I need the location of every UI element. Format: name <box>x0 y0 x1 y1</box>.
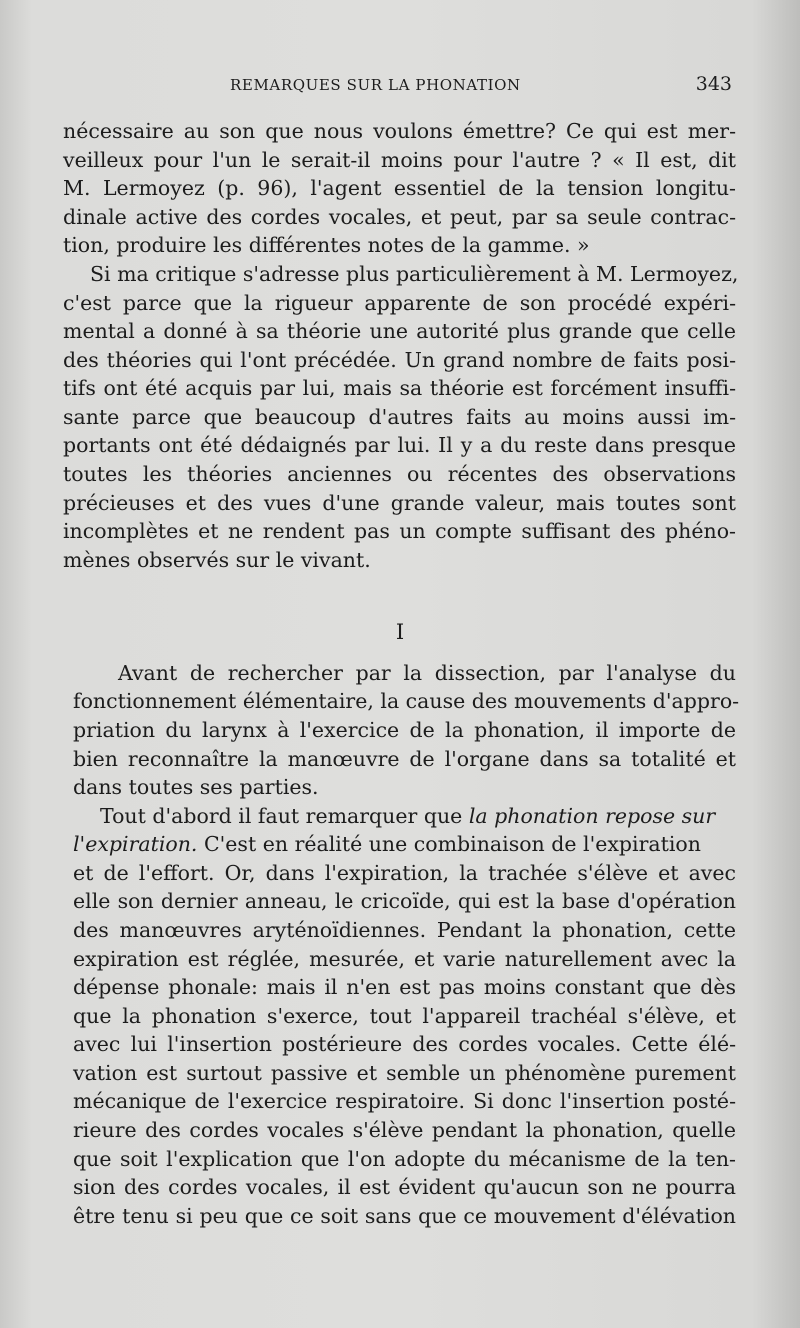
text-line: Avant de rechercher par la dissection, par l'analyse du <box>118 661 736 685</box>
text-line: dépense phonale: mais il n'en est pas moins constant que dès <box>73 975 736 999</box>
text-line: sante parce que beaucoup d'autres faits au moins aussi im- <box>63 405 736 429</box>
text-line: précieuses et des vues d'une grande valeur, mais toutes sont <box>63 491 736 515</box>
text-line: sion des cordes vocales, il est évident qu'aucun son ne pourra <box>73 1175 736 1199</box>
page-number: 343 <box>695 73 732 95</box>
italic-phrase: la phonation repose sur <box>468 804 716 828</box>
text-line: bien reconnaître la manœuvre de l'organe dans sa totalité et <box>73 747 736 771</box>
text-line: des manœuvres aryténoïdiennes. Pendant la phonation, cette <box>73 918 736 942</box>
text-line: incomplètes et ne rendent pas un compte suffisant des phéno- <box>63 519 736 543</box>
text-line: rieure des cordes vocales s'élève pendant la phonation, quelle <box>73 1118 736 1142</box>
text-line: mécanique de l'exercice respiratoire. Si donc l'insertion posté- <box>73 1089 736 1113</box>
text-line: être tenu si peu que ce soit sans que ce mouvement d'élévation <box>73 1204 736 1228</box>
text-line: elle son dernier anneau, le cricoïde, qui est la base d'opération <box>73 889 736 913</box>
text-line <box>73 832 701 856</box>
text-line: tion, produire les différentes notes de la gamme. » <box>63 233 590 257</box>
text-line: vation est surtout passive et semble un phénomène purement <box>73 1061 736 1085</box>
text-line: expiration est réglée, mesurée, et varie naturellement avec la <box>73 947 736 971</box>
text-line: des théories qui l'ont précédée. Un grand nombre de faits posi- <box>63 348 736 372</box>
text-line: priation du larynx à l'exercice de la phonation, il importe de <box>73 718 736 742</box>
text-span: C'est en réalité une combinaison de l'expiration <box>203 832 701 856</box>
text-line: Si ma critique s'adresse plus particulièrement à M. Lermoyez, <box>90 262 739 286</box>
text-line: que la phonation s'exerce, tout l'appareil trachéal s'élève, et <box>73 1004 736 1028</box>
section-numeral: I <box>395 620 405 644</box>
text-line: avec lui l'insertion postérieure des cordes vocales. Cette élé- <box>73 1032 736 1056</box>
text-line: dinale active des cordes vocales, et peut, par sa seule contrac- <box>63 205 736 229</box>
running-title: REMARQUES SUR LA PHONATION <box>230 76 521 94</box>
text-line: veilleux pour l'un le serait-il moins pour l'autre ? « Il est, dit <box>63 148 736 172</box>
text-span: Tout d'abord il faut remarquer que <box>100 804 463 828</box>
text-line: mènes observés sur le vivant. <box>63 548 371 572</box>
text-line: mental a donné à sa théorie une autorité plus grande que celle <box>63 319 736 343</box>
text-line: M. Lermoyez (p. 96), l'agent essentiel de la tension longitu- <box>63 176 736 200</box>
text-line: fonctionnement élémentaire, la cause des mouvements d'appro- <box>73 689 740 713</box>
text-line: tifs ont été acquis par lui, mais sa théorie est forcément insuffi- <box>63 376 736 400</box>
text-line: dans toutes ses parties. <box>73 775 319 799</box>
page-header <box>230 73 732 100</box>
text-line: nécessaire au son que nous voulons émettre? Ce qui est mer- <box>63 119 736 143</box>
text-line: et de l'effort. Or, dans l'expiration, la trachée s'élève et avec <box>73 861 736 885</box>
text-line: toutes les théories anciennes ou récentes des observations <box>63 462 736 486</box>
italic-phrase: l'expiration. <box>73 832 198 856</box>
text-line: portants ont été dédaignés par lui. Il y a du reste dans presque <box>63 433 736 457</box>
text-line: que soit l'explication que l'on adopte du mécanisme de la ten- <box>73 1147 736 1171</box>
text-line: c'est parce que la rigueur apparente de son procédé expéri- <box>63 291 736 315</box>
text-line <box>100 804 715 828</box>
